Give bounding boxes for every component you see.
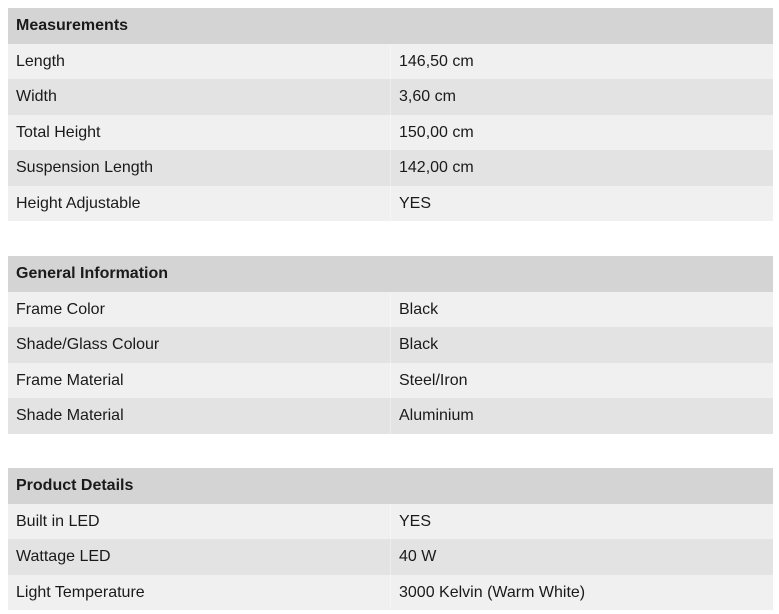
general-information-header: General Information xyxy=(8,256,773,292)
spec-label: Total Height xyxy=(16,123,101,141)
spec-label: Length xyxy=(16,53,65,70)
measurements-header: Measurements xyxy=(8,8,773,44)
spec-value: Black xyxy=(390,292,773,327)
general-information-table xyxy=(8,256,773,434)
spec-value: 150,00 cm xyxy=(390,115,773,150)
spec-value: YES xyxy=(390,504,773,539)
spec-label: Width xyxy=(16,88,57,106)
spec-value: YES xyxy=(390,186,773,221)
table-row xyxy=(8,186,773,221)
spec-value: 3000 Kelvin (Warm White) xyxy=(390,575,773,610)
spec-label: Shade/Glass Colour xyxy=(16,336,160,354)
spec-value: Steel/Iron xyxy=(390,363,773,398)
spec-value: 3,60 cm xyxy=(390,79,773,114)
spec-label: Built in LED xyxy=(16,513,100,530)
table-row xyxy=(8,115,773,150)
table-row xyxy=(8,292,773,327)
table-row xyxy=(8,539,773,574)
spec-value: 142,00 cm xyxy=(390,150,773,185)
product-details-table xyxy=(8,468,773,610)
measurements-table xyxy=(8,8,773,221)
spec-label: Frame Color xyxy=(16,301,105,318)
table-row xyxy=(8,363,773,398)
table-row xyxy=(8,575,773,610)
spec-label: Suspension Length xyxy=(16,159,153,177)
spec-value: Black xyxy=(390,327,773,362)
spec-label: Shade Material xyxy=(16,407,124,425)
spec-label: Frame Material xyxy=(16,371,124,389)
spec-value: Aluminium xyxy=(390,398,773,433)
spec-value: 146,50 cm xyxy=(390,44,773,79)
table-row xyxy=(8,504,773,539)
product-details-header: Product Details xyxy=(8,468,773,504)
table-row xyxy=(8,79,773,114)
table-row xyxy=(8,398,773,433)
table-row xyxy=(8,150,773,185)
spec-label: Light Temperature xyxy=(16,583,145,601)
table-row xyxy=(8,44,773,79)
table-row xyxy=(8,327,773,362)
spec-value: 40 W xyxy=(390,539,773,574)
spec-label: Wattage LED xyxy=(16,548,111,566)
spec-label: Height Adjustable xyxy=(16,194,141,212)
